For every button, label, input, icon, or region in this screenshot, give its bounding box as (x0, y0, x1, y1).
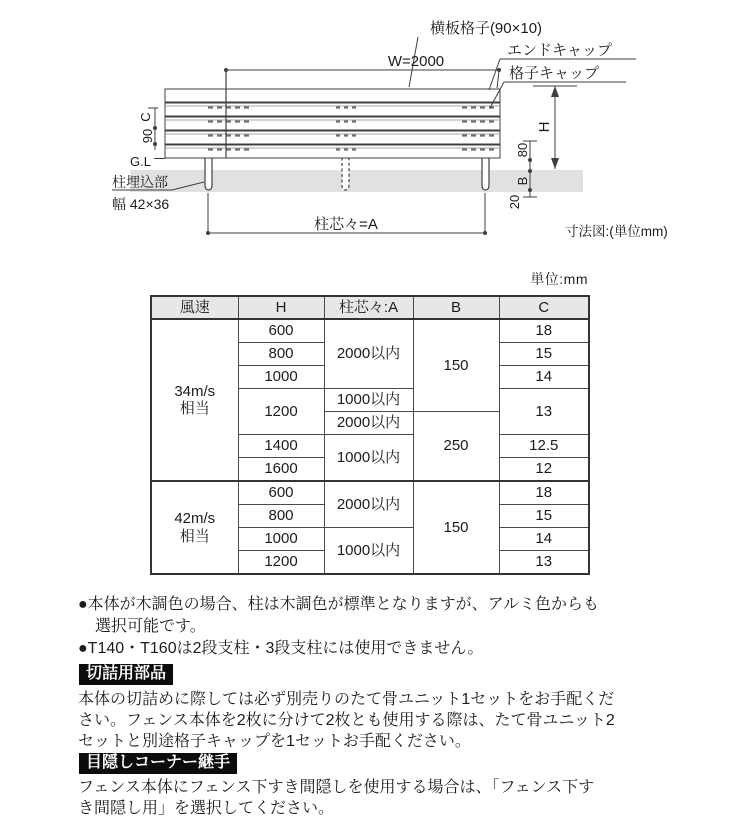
cell-c: 18 (499, 319, 589, 343)
cell-a: 2000以内 (324, 319, 413, 389)
end-cap-label: エンドキャップ (507, 42, 613, 59)
dim-80-label: 80 (515, 142, 530, 158)
cell-h: 600 (238, 319, 324, 343)
cell-c: 15 (499, 505, 589, 528)
cell-h: 600 (238, 481, 324, 505)
section-title-corner-joint: 目隠しコーナー継手 (79, 753, 237, 774)
col-c: C (499, 296, 589, 319)
cell-a: 1000以内 (324, 389, 413, 412)
table-header-row (151, 296, 589, 319)
cell-c: 18 (499, 481, 589, 505)
cell-a: 1000以内 (324, 528, 413, 575)
col-post-pitch-a: 柱芯々:A (324, 296, 413, 319)
fence-dimension-diagram (0, 0, 740, 262)
cell-h: 800 (238, 343, 324, 366)
wind-group-34ms: 34m/s 相当 (151, 319, 238, 481)
table-row (151, 481, 589, 505)
note-wood-color-line2: 選択可能です。 (95, 618, 206, 635)
cell-c: 13 (499, 389, 589, 435)
cell-a: 1000以内 (324, 435, 413, 482)
cell-h: 1200 (238, 551, 324, 575)
section-corner-joint-line1: フェンス本体にフェンス下すき間隠しを使用する場合は、「フェンス下す (78, 779, 595, 796)
cell-b: 150 (413, 481, 499, 574)
section-title-cut-parts: 切詰用部品 (79, 664, 173, 685)
cell-h: 1400 (238, 435, 324, 458)
col-h: H (238, 296, 324, 319)
cell-a: 2000以内 (324, 481, 413, 528)
col-b: B (413, 296, 499, 319)
note-t140-t160: ●T140・T160は2段支柱・3段支柱には使用できません。 (78, 640, 484, 657)
dim-20-label: 20 (507, 194, 522, 210)
ground-line-label: G.L (130, 154, 151, 169)
cell-b: 250 (413, 412, 499, 482)
cell-c: 14 (499, 528, 589, 551)
cell-h: 1600 (238, 458, 324, 482)
post-embed-label: 柱埋込部 (112, 174, 168, 190)
cell-a: 2000以内 (324, 412, 413, 435)
cell-c: 12 (499, 458, 589, 482)
dim-h-label: H (536, 121, 553, 133)
cell-h: 800 (238, 505, 324, 528)
section-cut-parts-line3: セットと別途格子キャップを1セットお手配ください。 (78, 733, 471, 750)
cell-c: 13 (499, 551, 589, 575)
cell-h: 1000 (238, 528, 324, 551)
width-dim-label: W=2000 (387, 53, 445, 70)
dim-b-label: B (515, 176, 530, 186)
diagram-caption: 寸法図:(単位mm) (565, 224, 668, 239)
col-wind-speed: 風速 (151, 296, 238, 319)
cell-b: 150 (413, 319, 499, 412)
cell-c: 14 (499, 366, 589, 389)
wind-spec-table (150, 295, 590, 575)
section-cut-parts-line1: 本体の切詰めに際しては必ず別売りのたて骨ユニット1セットをお手配くだ (78, 691, 615, 708)
post-embed-size: 幅 42×36 (112, 196, 170, 212)
cell-h: 1000 (238, 366, 324, 389)
dim-90-label: 90 (140, 128, 155, 144)
unit-note: 単位:mm (530, 271, 588, 287)
w-dimension (224, 68, 501, 72)
section-corner-joint-line2: き間隠し用」を選択してください。 (78, 800, 335, 817)
dim-c-label: C (138, 112, 153, 122)
wind-group-42ms: 42m/s 相当 (151, 481, 238, 574)
cell-h: 1200 (238, 389, 324, 435)
lattice-cap-label: 格子キャップ (509, 65, 600, 82)
section-cut-parts-line2: さい。フェンス本体を2枚に分けて2枚とも使用する際は、たて骨ユニット2 (78, 712, 615, 729)
note-wood-color-line1: ●本体が木調色の場合、柱は木調色が標準となりますが、アルミ色からも (78, 596, 600, 613)
board-spec-label: 横板格子(90×10) (429, 20, 543, 37)
cell-c: 15 (499, 343, 589, 366)
table-row (151, 319, 589, 343)
cell-c: 12.5 (499, 435, 589, 458)
post-pitch-label: 柱芯々=A (314, 216, 378, 233)
